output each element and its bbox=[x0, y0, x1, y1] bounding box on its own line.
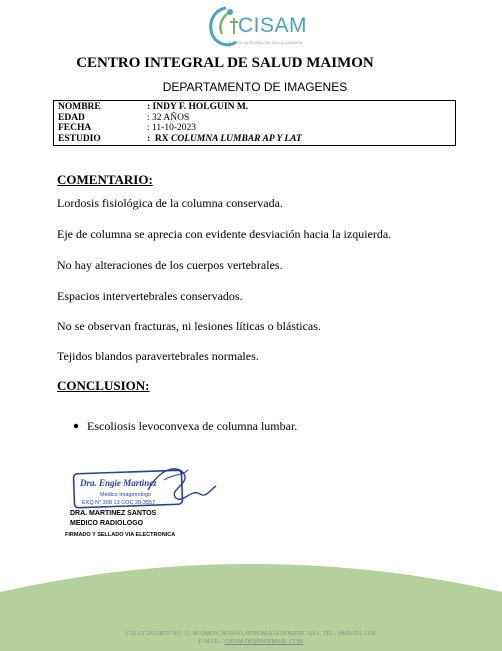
footer-email-line bbox=[0, 639, 502, 645]
clinic-title: CENTRO INTEGRAL DE SALUD MAIMON bbox=[76, 55, 374, 71]
logo-tagline: CENTRO INTEGRAL DE SALUD MAIMON bbox=[226, 40, 303, 45]
patient-value: : INDY F. HOLGUIN M. bbox=[147, 102, 249, 112]
comentario-line: No hay alteraciones de los cuerpos vertebrales. bbox=[57, 258, 283, 272]
footer-email-link[interactable]: CISAM.DO@HOTMAIL .COM bbox=[224, 639, 304, 645]
logo-name: CISAM bbox=[238, 14, 308, 37]
signature-note: FIRMADO Y SELLADO VIA ELECTRONICA bbox=[65, 532, 176, 538]
comentario-line: No se observan fracturas, ni lesiones líticas o blásticas. bbox=[57, 319, 321, 333]
conclusion-heading: CONCLUSION: bbox=[57, 378, 150, 393]
patient-row-age bbox=[58, 113, 451, 124]
footer-address: CALLE DUARTE NO. 13, MAIMÓN, BONAO, REPUBLICA DOMINICANA, TEL.: (809)-551-2196 bbox=[125, 631, 377, 637]
comentario-line: Tejidos blandos paravertebrales normales. bbox=[57, 349, 259, 363]
cisam-logo bbox=[204, 4, 324, 50]
patient-value: : 32 AÑOS bbox=[147, 112, 190, 123]
comentario-heading: COMENTARIO: bbox=[57, 172, 153, 187]
comentario-line: Lordosis fisiológica de la columna conservada. bbox=[57, 196, 283, 210]
comentario-line: Eje de columna se aprecia con evidente desviación hacia la izquierda. bbox=[57, 227, 392, 241]
patient-label: FECHA bbox=[58, 123, 92, 133]
bullet-icon bbox=[72, 414, 80, 434]
patient-info-box bbox=[53, 100, 456, 146]
department-title: DEPARTAMENTO DE IMAGENES bbox=[162, 80, 348, 94]
stamp-line: Dra. Engie Martinez bbox=[80, 478, 157, 488]
footer-email-label: E-MAIL.: bbox=[198, 639, 225, 645]
patient-row-study bbox=[58, 134, 451, 145]
stamp-line: Medico Imagenologo bbox=[100, 492, 152, 498]
conclusion-item: Escoliosis levoconvexa de columna lumbar. bbox=[87, 419, 298, 433]
patient-label: ESTUDIO bbox=[58, 133, 101, 144]
patient-label: EDAD bbox=[58, 112, 85, 123]
patient-row-name bbox=[58, 102, 451, 113]
patient-value: : 11-10-2023 bbox=[147, 123, 196, 133]
patient-row-date bbox=[58, 123, 451, 134]
study-value: COLUMNA LUMBAR AP Y LAT bbox=[171, 133, 302, 144]
footer-wave bbox=[0, 560, 502, 651]
doctor-role: MEDICO RADIOLOGO bbox=[70, 520, 144, 527]
study-prefix: : RX bbox=[147, 133, 172, 144]
patient-label: NOMBRE bbox=[58, 102, 101, 112]
stamp-line: EXQ N° 208 13 COC 20-3557 bbox=[82, 500, 156, 506]
doctor-name: DRA. MARTINEZ SANTOS bbox=[70, 510, 157, 517]
comentario-line: Espacios intervertebrales conservados. bbox=[57, 289, 243, 303]
